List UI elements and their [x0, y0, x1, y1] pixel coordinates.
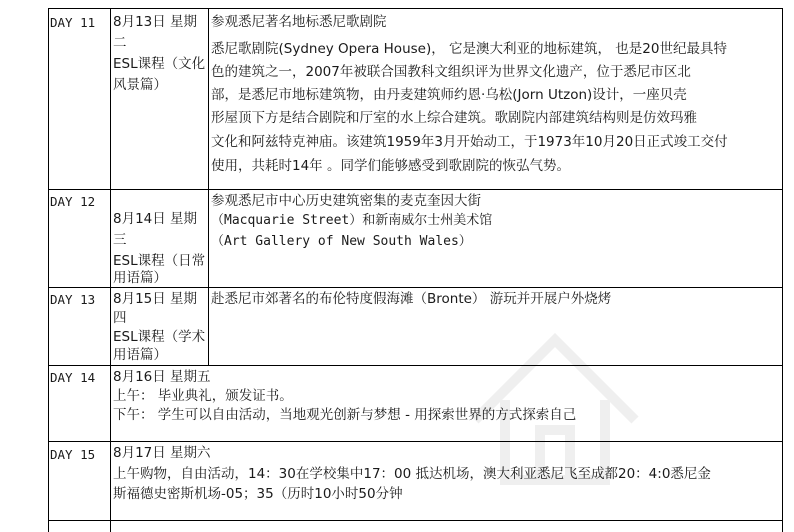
activity-title: 参观悉尼市中心历史建筑密集的麦克奎因大街 [211, 193, 481, 209]
day-label: DAY 12 [50, 194, 96, 209]
date-line: ESL课程（文化 [113, 56, 206, 72]
date-line: ESL课程（学术 [113, 329, 206, 345]
date-line: 8月13日 星期 [113, 14, 198, 30]
day-label: DAY 15 [50, 447, 96, 462]
row-border-bottom [48, 520, 783, 521]
activity-line: 斯福德史密斯机场-05；35（历时10小时50分钟 [113, 486, 403, 502]
date-line: 二 [113, 35, 127, 51]
activity-line: 部，是悉尼市地标建筑物，由丹麦建筑师约恩·乌松(Jorn Utzon)设计，一座贝壳 [211, 87, 687, 103]
date-line: 8月17日 星期六 [113, 445, 211, 461]
activity-line: 文化和阿兹特克神庙。该建筑1959年3月开始动工，于1973年10月20日正式竣工交付 [211, 134, 728, 150]
watermark-graphic [455, 300, 655, 500]
activity-line: 赴悉尼市郊著名的布伦特度假海滩（Bronte） 游玩并开展户外烧烤 [211, 291, 612, 307]
table-border-left [48, 8, 49, 532]
activity-line: 上午购物，自由活动，14：30在学校集中17：00 抵达机场，澳大利亚悉尼飞至成都20：4:0悉尼金 [113, 466, 711, 482]
activity-line: （Art Gallery of New South Wales） [211, 234, 472, 249]
date-line: 用语篇） [113, 270, 167, 286]
row-border-day12 [48, 189, 783, 190]
day-label: DAY 14 [50, 370, 96, 385]
column-divider-date [208, 8, 209, 365]
activity-title: 参观悉尼著名地标悉尼歌剧院 [211, 14, 387, 30]
table-border-right [782, 8, 783, 532]
date-line: ESL课程（日常 [113, 253, 206, 269]
date-line: 用语篇） [113, 347, 167, 363]
activity-line: 上午： 毕业典礼，颁发证书。 [113, 388, 293, 404]
date-line: 8月16日 星期五 [113, 369, 211, 385]
activity-line: 下午： 学生可以自由活动，当地观光创新与梦想 - 用探索世界的方式探索自己 [113, 407, 577, 423]
date-line: 四 [113, 310, 127, 326]
activity-line: 使用，共耗时14年 。同学们能够感受到歌剧院的恢弘气势。 [211, 158, 570, 174]
activity-line: （Macquarie Street）和新南威尔士州美术馆 [211, 213, 493, 228]
activity-line: 色的建筑之一，2007年被联合国教科文组织评为世界文化遗产，位于悉尼市区北 [211, 64, 691, 80]
row-border-top [48, 8, 783, 9]
activity-line: 形屋顶下方是结合剧院和厅室的水上综合建筑。歌剧院内部建筑结构则是仿效玛雅 [211, 110, 697, 126]
column-divider-day [110, 8, 111, 532]
date-line: 8月15日 星期 [113, 291, 198, 307]
date-line: 8月14日 星期 [113, 211, 198, 227]
row-border-day15 [48, 441, 783, 442]
activity-line: 悉尼歌剧院(Sydney Opera House)， 它是澳大利亚的地标建筑， 也是20世纪最具特 [211, 41, 727, 57]
date-line: 风景篇） [113, 77, 167, 93]
date-line: 三 [113, 232, 127, 248]
day-label: DAY 11 [50, 15, 96, 30]
day-label: DAY 13 [50, 292, 96, 307]
